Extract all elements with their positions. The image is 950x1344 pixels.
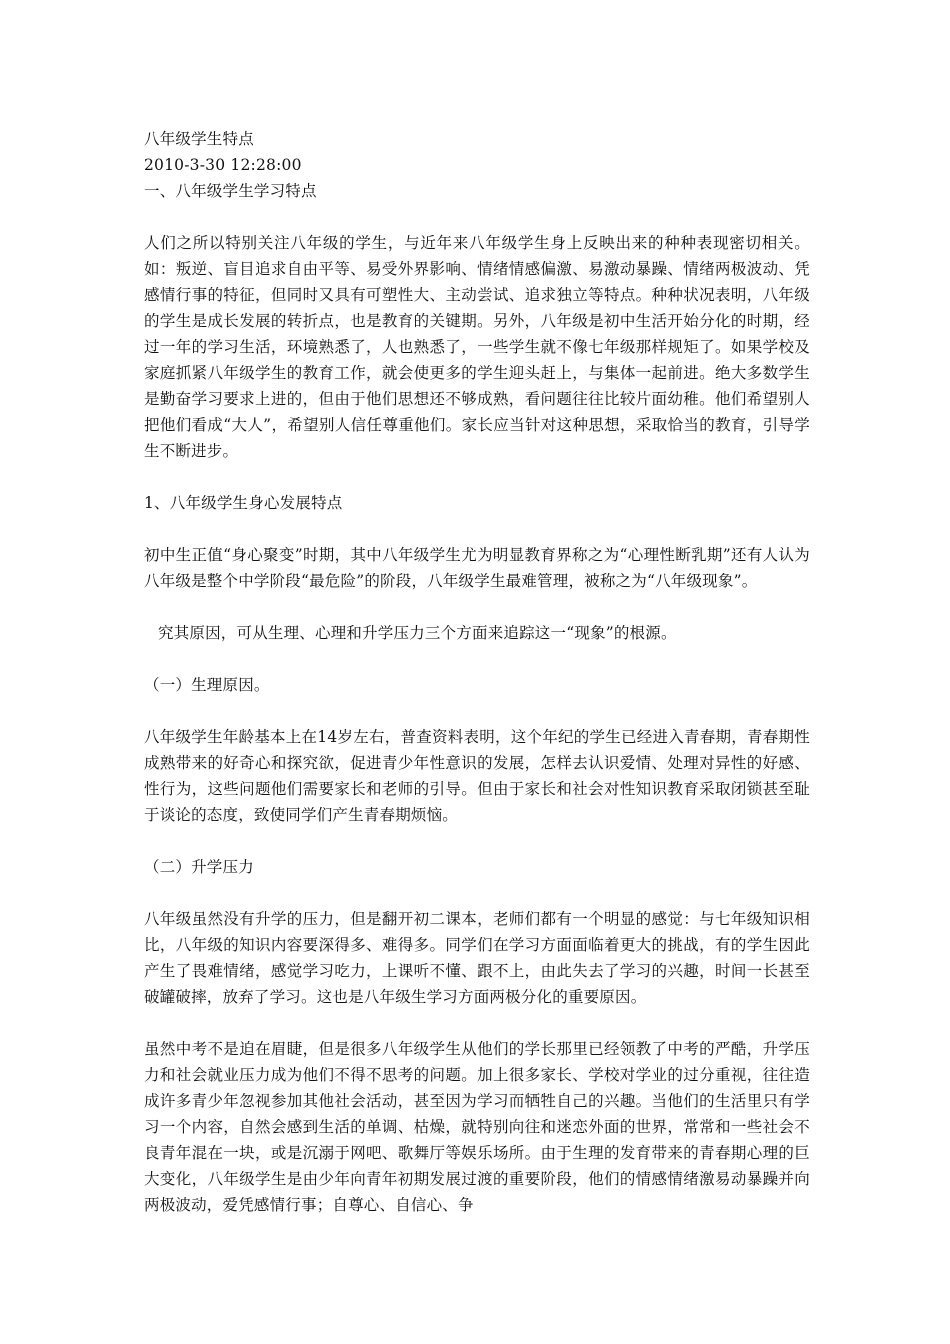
document-body bbox=[144, 126, 810, 1218]
subheading-pressure: （二）升学压力 bbox=[144, 858, 254, 876]
spacer bbox=[144, 646, 810, 672]
phenomenon-paragraph: 初中生正值“身心聚变”时期，其中八年级学生尤为明显教育界称之为“心理性断乳期”还有人认为八年级是整个中学阶段“最危险”的阶段，八年级学生最难管理，被称之为“八年级现象”。 bbox=[144, 546, 810, 590]
pressure-paragraph-2: 虽然中考不是迫在眉睫，但是很多八年级学生从他们的学长那里已经领教了中考的严酷，升学压力和社会就业压力成为他们不得不思考的问题。加上很多家长、学校对学业的过分重视，往往造成许多青少年忽视参加其他社会活动，甚至因为学习而牺牲自己的兴趣。当他们的生活里只有学习一个内容，自然会感到生活的单调、枯燥，就特别向往和迷恋外面的世界，常常和一些社会不良青年混在一块，或是沉溺于网吧、歌舞厅等娱乐场所。由于生理的发育带来的青春期心理的巨大变化，八年级学生是由少年向青年初期发展过渡的重要阶段，他们的情感情绪激易动暴躁并向两极波动，爱凭感情行事；自尊心、自信心、争 bbox=[144, 1040, 810, 1214]
spacer bbox=[144, 204, 810, 230]
spacer bbox=[144, 1010, 810, 1036]
spacer bbox=[144, 594, 810, 620]
document-datetime: 2010-3-30 12:28:00 bbox=[144, 156, 302, 174]
spacer bbox=[144, 880, 810, 906]
spacer bbox=[144, 516, 810, 542]
subheading-physiology: （一）生理原因。 bbox=[144, 676, 270, 694]
causes-paragraph: 究其原因，可从生理、心理和升学压力三个方面来追踪这一“现象”的根源。 bbox=[158, 624, 677, 642]
spacer bbox=[144, 464, 810, 490]
section-heading: 一、八年级学生学习特点 bbox=[144, 182, 317, 200]
pressure-paragraph-1: 八年级虽然没有升学的压力，但是翻开初二课本，老师们都有一个明显的感觉：与七年级知识相比，八年级的知识内容要深得多、难得多。同学们在学习方面面临着更大的挑战，有的学生因此产生了畏难情绪，感觉学习吃力，上课听不懂、跟不上，由此失去了学习的兴趣，时间一长甚至破罐破摔，放弃了学习。这也是八年级生学习方面两极分化的重要原因。 bbox=[144, 910, 810, 1006]
subheading-development: 1、八年级学生身心发展特点 bbox=[144, 494, 343, 512]
document-title: 八年级学生特点 bbox=[144, 130, 254, 148]
physiology-paragraph: 八年级学生年龄基本上在14岁左右，普查资料表明，这个年纪的学生已经进入青春期，青春期性成熟带来的好奇心和探究欲，促进青少年性意识的发展，怎样去认识爱情、处理对异性的好感、性行为，这些问题他们需要家长和老师的引导。但由于家长和社会对性知识教育采取闭锁甚至耻于谈论的态度，致使同学们产生青春期烦恼。 bbox=[144, 728, 810, 824]
spacer bbox=[144, 828, 810, 854]
intro-paragraph: 人们之所以特别关注八年级的学生，与近年来八年级学生身上反映出来的种种表现密切相关。如：叛逆、盲目追求自由平等、易受外界影响、情绪情感偏激、易激动暴躁、情绪两极波动、凭感情行事的特征，但同时又具有可塑性大、主动尝试、追求独立等特点。种种状况表明，八年级的学生是成长发展的转折点，也是教育的关键期。另外，八年级是初中生活开始分化的时期，经过一年的学习生活，环境熟悉了，人也熟悉了，一些学生就不像七年级那样规矩了。如果学校及家庭抓紧八年级学生的教育工作，就会使更多的学生迎头赶上，与集体一起前进。绝大多数学生是勤奋学习要求上进的，但由于他们思想还不够成熟，看问题往往比较片面幼稚。他们希望别人把他们看成“大人”，希望别人信任尊重他们。家长应当针对这种思想，采取恰当的教育，引导学生不断进步。 bbox=[144, 234, 810, 460]
spacer bbox=[144, 698, 810, 724]
